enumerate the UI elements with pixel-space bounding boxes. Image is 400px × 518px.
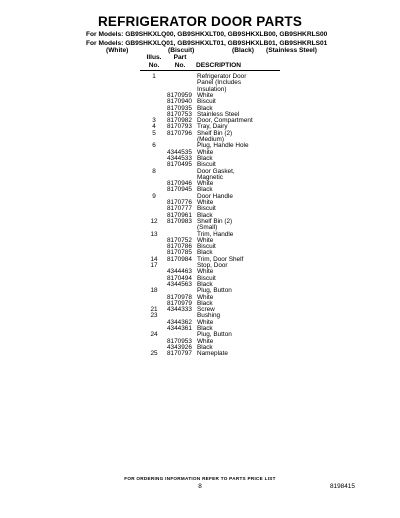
row-illus: 25: [150, 350, 158, 358]
document-number: 8198415: [330, 483, 355, 490]
color-label-white: (White): [106, 47, 129, 54]
row-part: 8170777: [167, 205, 192, 213]
row-desc: Plug, Button: [197, 331, 232, 339]
row-desc: Door Handle: [197, 192, 233, 200]
row-part: 8170945: [167, 186, 192, 194]
row-part: 4344533: [167, 154, 192, 162]
row-desc: White: [197, 268, 214, 276]
row-part: 8170495: [167, 161, 192, 169]
row-desc: Panel (Includes: [197, 79, 242, 87]
row-desc: Biscuit: [197, 161, 216, 169]
color-label-biscuit: (Biscuit): [168, 47, 195, 54]
row-desc: Black: [197, 186, 213, 194]
row-desc: Nameplate: [197, 350, 228, 358]
row-desc: Black: [197, 211, 213, 219]
row-part: 4344535: [167, 148, 192, 156]
header-illus-line1: Illus.: [146, 54, 162, 61]
row-part: 8170982: [167, 117, 192, 125]
row-desc: Door Gasket,: [197, 167, 235, 175]
row-part: 8170752: [167, 236, 192, 244]
row-desc: Trim, Door Shelf: [197, 255, 244, 263]
row-part: 8170494: [167, 274, 192, 282]
row-desc: Screw: [197, 306, 215, 314]
row-desc: White: [197, 91, 214, 99]
row-illus: 12: [150, 217, 158, 225]
row-desc: Black: [197, 325, 213, 332]
row-desc: White: [197, 236, 214, 244]
row-desc: White: [197, 148, 214, 156]
row-part: 8170959: [167, 91, 192, 99]
row-part: 4344362: [167, 318, 192, 326]
row-part: 8170785: [167, 249, 192, 257]
row-part: 8170796: [167, 129, 192, 137]
model-list: [86, 30, 327, 48]
row-illus: 13: [150, 230, 158, 238]
row-part: 8170984: [167, 255, 192, 263]
row-illus: 18: [150, 287, 158, 295]
header-divider: [140, 70, 280, 71]
header-part: [166, 54, 194, 70]
row-illus: 3: [152, 117, 156, 125]
row-desc: Black: [197, 280, 213, 288]
row-illus: 1: [152, 73, 156, 80]
row-part: 8170961: [167, 211, 192, 219]
row-illus: 9: [152, 192, 156, 200]
header-illus-line2: No.: [148, 62, 160, 69]
ordering-note: FOR ORDERING INFORMATION REFER TO PARTS PRICE LIST: [124, 476, 276, 481]
row-part: 8170979: [167, 299, 192, 307]
row-desc: Stop, Door: [197, 262, 228, 269]
row-desc: Stainless Steel: [197, 110, 240, 118]
row-desc: Biscuit: [197, 98, 216, 106]
color-label-black: (Black): [232, 47, 254, 54]
model-line: For Models: GB9SHKXLQ00, GB9SHKXLT00, GB9SHKXLB00, GB9SHKRLS00: [86, 31, 328, 38]
row-desc: Black: [197, 154, 213, 162]
row-part: 8170953: [167, 337, 192, 345]
row-desc: Shelf Bin (2): [197, 129, 233, 137]
row-illus: 4: [152, 123, 156, 131]
row-part: 8170797: [167, 350, 192, 358]
header-part-line2: No.: [174, 62, 186, 69]
header-description: DESCRIPTION: [196, 62, 242, 69]
row-part: 4344463: [167, 268, 192, 276]
row-illus: 24: [150, 331, 158, 339]
row-illus: 5: [152, 129, 156, 137]
row-desc: Trim, Handle: [197, 230, 234, 238]
row-desc: Bushing: [197, 312, 221, 320]
row-desc: Tray, Dairy: [197, 123, 228, 131]
row-desc: White: [197, 337, 214, 345]
row-part: 4343926: [167, 343, 192, 351]
row-part: 8170753: [167, 110, 192, 118]
row-illus: 14: [150, 255, 158, 263]
row-desc: Black: [197, 343, 213, 351]
row-desc: Refrigerator Door: [197, 73, 247, 80]
row-desc: Biscuit: [197, 205, 216, 213]
row-part: 8170983: [167, 217, 192, 225]
row-desc: Black: [197, 299, 213, 307]
row-part: 4344563: [167, 280, 192, 288]
row-desc: Door, Compartment: [197, 117, 253, 125]
row-illus: 17: [150, 262, 158, 269]
row-illus: 8: [152, 167, 156, 175]
row-desc: Black: [197, 104, 213, 112]
row-illus: 23: [150, 312, 158, 320]
row-illus: 6: [152, 142, 156, 150]
row-part: 8170978: [167, 293, 192, 301]
row-part: 8170940: [167, 98, 192, 106]
row-desc: (Small): [197, 224, 218, 232]
row-part: 8170935: [167, 104, 192, 112]
row-part: 4344333: [167, 306, 192, 314]
row-desc: White: [197, 199, 214, 206]
row-illus: 21: [150, 306, 158, 314]
color-label-stainless: (Stainless Steel): [266, 47, 317, 54]
row-desc: Black: [197, 249, 213, 257]
row-part: 8170776: [167, 199, 192, 206]
row-desc: Shelf Bin (2): [197, 217, 233, 225]
row-desc: Biscuit: [197, 274, 216, 282]
row-desc: Plug, Button: [197, 287, 232, 295]
row-desc: White: [197, 318, 214, 326]
row-desc: (Medium): [197, 136, 224, 143]
row-part: 8170786: [167, 243, 192, 251]
row-desc: Magnetic: [197, 173, 223, 181]
page-number: 8: [198, 483, 202, 490]
row-part: 4344361: [167, 325, 192, 332]
row-desc: Plug, Handle Hole: [197, 142, 249, 150]
page-title: REFRIGERATOR DOOR PARTS: [97, 14, 303, 29]
row-desc: Biscuit: [197, 243, 216, 251]
row-desc: White: [197, 180, 214, 188]
row-desc: Insulation): [197, 85, 227, 93]
header-illus: [142, 54, 166, 70]
model-line: For Models: GB9SHKXLQ01, GB9SHKXLT01, GB9SHKXLB01, GB9SHKRLS01: [86, 40, 328, 47]
row-part: 8170946: [167, 180, 192, 188]
header-part-line1: Part: [173, 54, 187, 61]
row-part: 8170793: [167, 123, 192, 131]
row-desc: White: [197, 293, 214, 301]
